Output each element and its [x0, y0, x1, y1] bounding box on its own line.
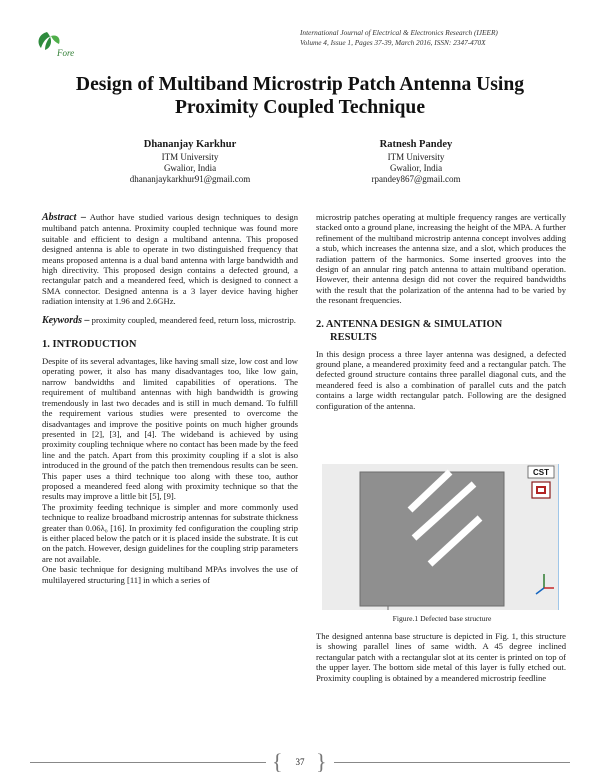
figure-defected-ground [322, 464, 559, 610]
journal-logo [33, 28, 95, 62]
section-heading-antenna-design [316, 318, 566, 344]
footer-rule-left [30, 762, 266, 763]
author-name: Ratnesh Pandey [379, 139, 453, 150]
abstract-text: Author have studied various design techniques to design multiband patch antenna. Proximity coupled technique was found more suitable and efficient to design a multiband antenna. This proposed designed antenna is able to operate in two distinguished frequency that means proposed antenna is a dual band antenna with large bandwidth and high directivity. This proposed design contains a defected ground, a rectangular patch and a meandered feed, which is designed to connect a SMA connector. Designed antenna is a 3 layer device having higher radiation intensity at 1.96 and 2.6GHz. [42, 212, 299, 307]
author-email: dhananjaykarkhur91@gmail.com [129, 174, 251, 184]
footer-brace-right: } [316, 749, 327, 774]
author-block-2 [306, 138, 526, 185]
section2-paragraph-1: In this design process a three layer antenna was designed, a defected ground plane, a meandered proximity feed and a rectangular patch. The defected ground structure contains three parallel diagonal cuts, and the meandered feed is also a combination of parallel cuts and the patch contains a large width rectangular patch. Following are the designed configuration of the antenna. [316, 348, 566, 411]
page-footer [30, 749, 570, 774]
journal-volume: Volume 4, Issue 1, Pages 37-39, March 2016, ISSN: 2347-470X [300, 38, 486, 47]
author-email: rpandey867@gmail.com [371, 174, 461, 184]
intro-paragraph-2: The proximity feeding technique is simpler and more commonly used technique to realize broadband microstrip antennas for substrate thickness greater than 0.06λ₀ [16]. In proximity fed configuration the coupling strip is either placed below the patch or it is placed inside the substrate. It is cut on the patch. However, design guidelines for the coupling strip parameters are not available. [42, 501, 298, 564]
section-heading-line2: RESULTS [330, 331, 377, 343]
right-column-top [316, 212, 566, 411]
author-name: Dhananjay Karkhur [143, 139, 237, 150]
section-heading-line1: 2. ANTENNA DESIGN & SIMULATION [316, 318, 503, 330]
figure-drawing [322, 464, 558, 610]
left-column [42, 212, 298, 585]
paper-title: Design of Multiband Microstrip Patch Antenna Using Proximity Coupled Technique [75, 74, 525, 118]
journal-header [300, 28, 580, 48]
abstract [42, 212, 298, 307]
cst-logo-text: CST [533, 468, 549, 477]
author-block-1 [80, 138, 300, 185]
right-column-bottom [316, 631, 566, 683]
intro-paragraph-1: Despite of its several advantages, like having small size, low cost and low operating power, it also has many disadvantages too, like low gain, narrow bandwidths and limited capabilities of operations. The requirement of multiband antennas with high bandwidth is growing tremendously in last two decades and is still in much demand. To fulfill the requirement various studies were presented to overcome the disadvantages and improve the positive points on much higher grounds presented in [2], [3], and [4]. The wideband is achieved by using proximity coupling technique where no contact has been made by the feed line and the patch. Apart from this proximity coupling if a slot is also introduced in the ground of the patch then tremendous results can be seen. This paper uses a third technique too along with these too, author proposed a meandered feed along with proximity technique so that the results may improve a little bit [5], [9]. [42, 356, 298, 502]
footer-rule-right [334, 762, 570, 763]
author-affiliation: ITM University [161, 152, 219, 162]
author-affiliation: ITM University [387, 152, 445, 162]
section-heading-introduction: 1. INTRODUCTION [42, 339, 137, 351]
logo-text: Fore [57, 48, 75, 58]
section2-paragraph-2: The designed antenna base structure is depicted in Fig. 1, this structure is showing parallel lines of same width. A 45 degree inclined rectangular patch with a rectangular slot at its center is printed on top of the upper layer. The bottom side metal of this layer is fully etched out. Proximity coupling is obtained by a meandered microstrip feedline [316, 631, 566, 683]
page-number: 37 [295, 757, 305, 767]
author-city: Gwalior, India [389, 163, 443, 173]
intro-paragraph-3: One basic technique for designing multiband MPAs involves the use of multilayered structuring [11] in which a series of [42, 564, 298, 585]
author-city: Gwalior, India [163, 163, 217, 173]
footer-brace-left: { [272, 749, 283, 774]
journal-name: International Journal of Electrical & Electronics Research (IJEER) [300, 28, 498, 37]
keywords-text: proximity coupled, meandered feed, return loss, microstrip. [89, 314, 296, 325]
right-paragraph-continuation: microstrip patches operating at multiple frequency ranges are vertically stacked onto a ground plane, increasing the height of the MPA. A further refinement of the multiband microstrip antenna concept involves adding a stub, which increases the antenna size, and a slot, which produces the radiation pattern of the harmonics. Some inserted grooves into the design of an annular ring patch antenna to attain multiband operation. However, their antenna design did not cover the required bandwidths with the result that the polarization of the antenna had to be varied by the resonant frequencies. [316, 212, 566, 306]
keywords [42, 315, 298, 326]
abstract-label: Abstract – [42, 212, 86, 223]
cst-logo [528, 466, 554, 498]
keywords-label: Keywords – [42, 314, 90, 326]
figure-caption: Figure.1 Defected base structure [392, 614, 492, 623]
